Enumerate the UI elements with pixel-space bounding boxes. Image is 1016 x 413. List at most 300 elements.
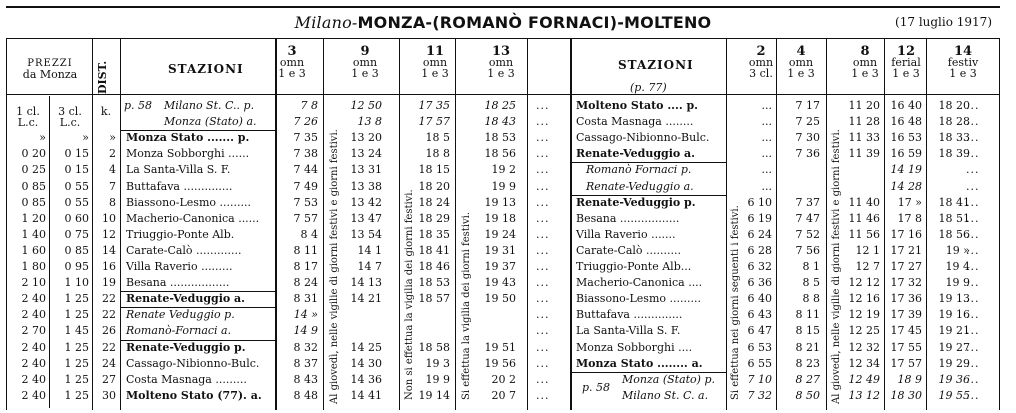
train-12-cls: 1 e 3 (892, 67, 920, 80)
left-distance: 24 (102, 356, 116, 370)
right-filler-dots: ... (966, 292, 980, 306)
left-time-3: 7 26 (293, 115, 318, 129)
left-time-3: 8 43 (293, 372, 318, 386)
train-11-cls: 1 e 3 (421, 67, 449, 80)
right-filler-dots: ... (966, 195, 980, 209)
right-time-2: ... (761, 99, 772, 112)
left-price-1cl: 0 85 (21, 179, 46, 193)
right-time-4: 7 52 (795, 227, 820, 241)
class3-sub: L.c. (59, 116, 81, 129)
right-time-12: 17 36 (890, 292, 922, 306)
train-3-header (277, 46, 307, 79)
note-train-11: Non si effettua la vigilia dei giorni festivi. (404, 189, 415, 400)
train-9-cls: 1 e 3 (351, 67, 379, 80)
train-8-kind: omn (852, 56, 878, 69)
right-station-name: La Santa-Villa S. F. (576, 324, 681, 338)
left-time-11: 18 58 (418, 340, 450, 354)
train-8-header (846, 46, 884, 79)
right-time-2: 6 32 (747, 260, 772, 273)
left-time-13: 19 2 (491, 163, 516, 177)
right-time-8: 11 28 (848, 115, 880, 129)
train-4-cls: 1 e 3 (787, 67, 815, 80)
right-filler-dots: ... (966, 260, 980, 273)
train-11-kind: omn (422, 56, 448, 69)
right-time-12: 17 39 (890, 308, 922, 322)
right-time-12: 18 30 (890, 388, 922, 402)
train-8-num: 8 (860, 44, 870, 59)
right-time-12: 18 9 (897, 372, 922, 386)
left-time-3: 14 9 (293, 324, 318, 338)
train-9-kind: omn (352, 56, 378, 69)
right-time-14: 19 13 (938, 292, 970, 306)
left-price-1cl: 1 60 (21, 243, 46, 257)
right-time-8: 12 12 (848, 276, 880, 290)
left-time-3: 8 31 (293, 292, 318, 306)
left-station-name: Triuggio-Ponte Alb. (126, 227, 235, 241)
left-time-9: 13 42 (350, 195, 382, 209)
left-time-11: 18 8 (425, 147, 450, 161)
right-time-12: 16 48 (890, 115, 922, 129)
train-2-num: 2 (756, 44, 766, 59)
right-time-12: 16 59 (890, 147, 922, 161)
right-station-name: Cassago-Nibionno-Bulc. (576, 131, 710, 145)
train-8-cls: 1 e 3 (851, 67, 879, 80)
train-4-header (778, 46, 824, 79)
left-station-name: Macherio-Canonica ...... (126, 211, 260, 225)
train-2-cls: 3 cl. (749, 67, 773, 80)
right-time-4: 7 56 (795, 243, 820, 257)
left-time-3: 7 49 (293, 179, 318, 193)
train-14-num: 14 (953, 44, 973, 59)
right-ref: (p. 77) (630, 81, 667, 94)
right-time-12: 17 32 (890, 276, 922, 290)
right-station-name: Milano St. C. a. (622, 388, 709, 402)
left-station-name: Villa Raverio ......... (126, 260, 233, 273)
left-filler-dots: ... (536, 227, 550, 241)
left-time-13: 19 24 (484, 227, 516, 241)
train-14-kind: festiv (947, 56, 979, 69)
left-price-3cl: 0 15 (64, 147, 89, 161)
left-filler-dots: ... (536, 243, 550, 257)
left-filler-dots: ... (536, 356, 550, 370)
right-time-14: 18 39 (938, 147, 970, 161)
left-time-9: 14 13 (350, 276, 382, 290)
left-price-1cl: 2 40 (21, 340, 46, 354)
right-time-8: 11 56 (848, 227, 880, 241)
left-price-3cl: 0 85 (64, 243, 89, 257)
left-time-9: 13 8 (357, 115, 382, 129)
right-time-2: 6 40 (747, 292, 772, 306)
train-4-num: 4 (796, 44, 806, 59)
left-price-3cl: » (82, 131, 89, 145)
right-station-name: Triuggio-Ponte Alb... (576, 260, 692, 273)
right-time-4: 8 1 (802, 260, 820, 273)
left-time-9: 14 36 (350, 372, 382, 386)
right-time-8: 12 1 (855, 243, 880, 257)
right-time-2: 6 28 (747, 243, 772, 257)
left-time-3: 7 35 (293, 131, 318, 145)
right-row-rule (572, 372, 726, 373)
left-time-13: 19 9 (491, 179, 516, 193)
left-filler-dots: ... (536, 211, 550, 225)
right-time-4: 7 37 (795, 195, 820, 209)
right-time-12: 17 21 (890, 243, 922, 257)
left-filler-dots: ... (536, 276, 550, 290)
left-time-13: 19 31 (484, 243, 516, 257)
left-station-name: Carate-Calò ............. (126, 243, 242, 257)
left-time-11: 18 41 (418, 243, 450, 257)
class3-label: 3 cl. (58, 105, 82, 118)
right-time-14: 19 21 (938, 324, 970, 338)
right-time-12: 16 40 (890, 99, 922, 112)
right-time-14: 19 29 (938, 356, 970, 370)
left-filler-dots: ... (536, 99, 550, 112)
right-station-name: Buttafava .............. (576, 308, 683, 322)
note-train-2: Si effettua nei giorni seguenti i festivi. (730, 205, 741, 400)
right-time-12: 16 53 (890, 131, 922, 145)
right-time-14: 18 56 (938, 227, 970, 241)
right-station-name: Romanò Fornaci p. (586, 163, 692, 177)
right-time-14: 19 » (945, 243, 970, 257)
left-time-3: 8 48 (293, 388, 318, 402)
train-14-header (928, 46, 998, 79)
right-time-8: 11 40 (848, 195, 880, 209)
left-station-name: Monza Sobborghi ...... (126, 147, 250, 161)
train-13-num: 13 (491, 44, 511, 59)
right-filler-dots: ... (966, 324, 980, 338)
right-time-8: 12 16 (848, 292, 880, 306)
left-time-13: 19 50 (484, 292, 516, 306)
left-distance: 10 (102, 211, 116, 225)
left-time-13: 19 56 (484, 356, 516, 370)
left-time-3: 8 17 (293, 260, 318, 273)
left-row-rule (120, 340, 275, 341)
right-time-14: 18 41 (938, 195, 970, 209)
train-12-kind: ferial (891, 56, 921, 69)
dist-header: DIST. (96, 60, 109, 94)
left-time-13: 19 37 (484, 260, 516, 273)
right-filler-dots: ... (966, 340, 980, 354)
left-filler-dots: ... (536, 372, 550, 386)
right-time-4: 8 50 (795, 388, 820, 402)
left-filler-dots: ... (536, 131, 550, 145)
right-filler-dots: ... (966, 99, 980, 112)
right-time-4: 7 25 (795, 115, 820, 129)
left-distance: 2 (109, 147, 116, 161)
left-station-name: Romanò-Fornaci a. (126, 324, 232, 338)
train-3-cls: 1 e 3 (278, 67, 306, 80)
right-station-name: Monza Sobborghi .... (576, 340, 693, 354)
left-time-11: 18 20 (418, 179, 450, 193)
left-station-name: Buttafava .............. (126, 179, 233, 193)
left-price-1cl: 2 40 (21, 372, 46, 386)
left-time-11: 18 46 (418, 260, 450, 273)
left-time-11: 18 53 (418, 276, 450, 290)
left-distance: 16 (102, 260, 116, 273)
left-time-13: 19 43 (484, 276, 516, 290)
left-price-1cl: 1 20 (21, 211, 46, 225)
right-time-12: 17 55 (890, 340, 922, 354)
train-13-header (476, 46, 526, 79)
left-time-13: 20 2 (491, 372, 516, 386)
note-train-13: Si effettua la vigilia dei giorni festivi. (461, 211, 472, 400)
right-time-14: 18 20 (938, 99, 970, 112)
left-time-13: 18 53 (484, 131, 516, 145)
right-filler-dots: ... (966, 147, 980, 161)
train-11-header (416, 46, 454, 79)
left-price-1cl: » (39, 131, 46, 145)
right-time-8: 12 19 (848, 308, 880, 322)
left-filler-dots: ... (536, 195, 550, 209)
left-time-9: 13 24 (350, 147, 382, 161)
left-station-name: Milano St. C.. p. (164, 99, 255, 112)
right-station-name: Costa Masnaga ........ (576, 115, 694, 129)
left-time-11: 17 57 (418, 115, 450, 129)
right-time-2: ... (761, 147, 772, 161)
stations-header-left: STAZIONI (168, 62, 244, 76)
right-station-name: Carate-Calò .......... (576, 243, 682, 257)
right-time-4: 7 47 (795, 211, 820, 225)
right-time-8: 12 7 (855, 260, 880, 273)
left-distance: 4 (109, 163, 116, 177)
left-price-1cl: 0 20 (21, 147, 46, 161)
right-station-name: Macherio-Canonica .... (576, 276, 703, 290)
left-price-3cl: 0 55 (64, 195, 89, 209)
train-14-cls: 1 e 3 (949, 67, 977, 80)
left-station-name: Costa Masnaga ......... (126, 372, 247, 386)
right-filler-dots: ... (966, 308, 980, 322)
right-time-4: 7 17 (795, 99, 820, 112)
right-filler-dots: ... (966, 211, 980, 225)
left-price-1cl: 2 10 (21, 276, 46, 290)
class1-label: 1 cl. (16, 105, 40, 118)
left-time-13: 18 56 (484, 147, 516, 161)
stations-header-right: STAZIONI (618, 58, 694, 72)
left-time-3: 8 4 (300, 227, 318, 241)
train-12-num: 12 (896, 44, 916, 59)
km-header: k. (100, 105, 112, 118)
right-time-12: 17 57 (890, 356, 922, 370)
left-time-9: 14 7 (357, 260, 382, 273)
left-distance: 14 (102, 243, 116, 257)
left-price-1cl: 2 40 (21, 388, 46, 402)
left-station-name: Renate Veduggio p. (126, 308, 235, 322)
right-time-8: 11 39 (848, 147, 880, 161)
train-3-kind: omn (279, 56, 305, 69)
left-row-rule (120, 291, 275, 292)
left-distance: 26 (102, 324, 116, 338)
left-price-3cl: 1 25 (64, 356, 89, 370)
right-p58: p. 58 (582, 381, 611, 394)
right-time-4: 8 21 (795, 340, 820, 354)
left-time-11: 18 15 (418, 163, 450, 177)
right-station-name: Renate-Veduggio a. (586, 179, 694, 193)
right-filler-dots: ... (966, 388, 980, 402)
right-time-2: 7 32 (747, 388, 772, 402)
right-time-14: 19 27 (938, 340, 970, 354)
left-distance: » (109, 131, 116, 145)
left-price-3cl: 1 25 (64, 388, 89, 402)
right-time-4: 7 36 (795, 147, 820, 161)
train-2-kind: omn (748, 56, 774, 69)
left-price-3cl: 1 25 (64, 308, 89, 322)
note-train-9: Al giovedì, nelle vigilie di giorni festivi e giorni festivi. (329, 129, 340, 404)
left-station-name: Renate-Veduggio p. (126, 340, 246, 354)
left-time-3: 7 8 (300, 99, 318, 112)
right-time-12: 17 27 (890, 260, 922, 273)
left-time-9: 14 21 (350, 292, 382, 306)
train-12-header (886, 46, 926, 79)
train-9-num: 9 (360, 44, 370, 59)
right-time-12: 14 19 (890, 163, 922, 177)
right-time-2: 7 10 (747, 372, 772, 386)
left-time-9: 14 41 (350, 388, 382, 402)
price-header-line1: PREZZI (27, 58, 73, 69)
left-price-3cl: 0 95 (64, 260, 89, 273)
left-time-13: 18 25 (484, 99, 516, 112)
left-station-name: Renate-Veduggio a. (126, 292, 246, 306)
right-filler-dots: ... (966, 276, 980, 290)
left-time-3: 8 32 (293, 340, 318, 354)
right-station-name: Besana ................. (576, 211, 680, 225)
right-filler-dots: ... (966, 115, 980, 129)
left-filler-dots: ... (536, 324, 550, 338)
right-time-2: ... (761, 179, 772, 193)
left-price-1cl: 2 40 (21, 356, 46, 370)
class1-sub: L.c. (17, 116, 39, 129)
left-filler-dots: ... (536, 388, 550, 402)
right-time-14: 18 51 (938, 211, 970, 225)
left-time-9: 13 54 (350, 227, 382, 241)
left-time-13: 19 13 (484, 195, 516, 209)
left-time-9: 12 50 (350, 99, 382, 112)
right-time-4: 8 15 (795, 324, 820, 338)
left-price-1cl: 0 25 (21, 163, 46, 177)
right-time-2: ... (761, 115, 772, 129)
right-time-2: ... (761, 131, 772, 145)
left-time-11: 19 14 (418, 388, 450, 402)
right-filler-dots: ... (966, 179, 980, 193)
right-time-8: 11 46 (848, 211, 880, 225)
right-time-14: 19 36 (938, 372, 970, 386)
left-time-9: 13 38 (350, 179, 382, 193)
left-distance: 22 (102, 308, 116, 322)
right-time-8: 12 34 (848, 356, 880, 370)
left-price-1cl: 1 80 (21, 260, 46, 273)
left-time-11: 18 5 (425, 131, 450, 145)
right-time-2: 6 53 (747, 340, 772, 354)
right-time-12: 17 45 (890, 324, 922, 338)
left-price-3cl: 1 10 (64, 276, 89, 290)
left-station-name: Monza Stato ....... p. (126, 131, 250, 145)
left-filler-dots: ... (536, 340, 550, 354)
left-filler-dots: ... (536, 115, 550, 129)
left-filler-dots: ... (536, 147, 550, 161)
right-time-4: 8 27 (795, 372, 820, 386)
right-time-2: 6 19 (747, 211, 772, 225)
train-3-num: 3 (287, 44, 297, 59)
right-time-4: 8 8 (802, 292, 820, 306)
right-time-4: 8 5 (802, 276, 820, 290)
train-4-kind: omn (788, 56, 814, 69)
left-time-11: 19 3 (425, 356, 450, 370)
route-city: Milano- (294, 13, 358, 32)
left-filler-dots: ... (536, 260, 550, 273)
left-time-11: 18 35 (418, 227, 450, 241)
left-station-name: Cassago-Nibionno-Bulc. (126, 356, 260, 370)
right-station-name: Monza Stato ........ a. (576, 356, 703, 370)
left-price-1cl: 1 40 (21, 227, 46, 241)
left-distance: 12 (102, 227, 116, 241)
left-price-3cl: 0 75 (64, 227, 89, 241)
left-distance: 30 (102, 388, 116, 402)
left-station-name: Besana ................. (126, 276, 230, 290)
right-time-8: 12 32 (848, 340, 880, 354)
right-time-12: 17 16 (890, 227, 922, 241)
left-row-rule (120, 130, 275, 131)
class1-header (8, 106, 48, 128)
right-time-12: 17 8 (897, 211, 922, 225)
left-time-13: 20 7 (491, 388, 516, 402)
left-price-3cl: 0 55 (64, 179, 89, 193)
right-time-4: 8 23 (795, 356, 820, 370)
left-price-3cl: 0 60 (64, 211, 89, 225)
left-time-9: 13 20 (350, 131, 382, 145)
right-time-14: 19 9 (945, 276, 970, 290)
left-time-11: 17 35 (418, 99, 450, 112)
right-time-2: 6 47 (747, 324, 772, 338)
left-time-3: 7 57 (293, 211, 318, 225)
train-2-header (746, 46, 776, 79)
left-station-name: Biassono-Lesmo ......... (126, 195, 251, 209)
class3-header (50, 106, 90, 128)
left-price-1cl: 2 40 (21, 308, 46, 322)
left-time-13: 19 18 (484, 211, 516, 225)
left-distance: 7 (109, 179, 116, 193)
right-station-name: Renate-Veduggio p. (576, 195, 696, 209)
left-time-11: 18 57 (418, 292, 450, 306)
left-station-name: Monza (Stato) a. (164, 115, 257, 129)
left-time-3: 7 38 (293, 147, 318, 161)
timetable-grid (6, 38, 1000, 410)
note-train-8: Al giovedì, nelle vigilie di giorni festivi e giorni festivi. (831, 129, 842, 404)
right-time-14: 18 33 (938, 131, 970, 145)
right-time-2: 6 10 (747, 195, 772, 209)
right-time-2: 6 55 (747, 356, 772, 370)
right-station-name: Monza (Stato) p. (622, 372, 715, 386)
left-time-9: 14 25 (350, 340, 382, 354)
right-time-8: 12 49 (848, 372, 880, 386)
right-station-name: Biassono-Lesmo ......... (576, 292, 701, 306)
left-distance: 22 (102, 340, 116, 354)
left-price-3cl: 0 15 (64, 163, 89, 177)
left-time-3: 8 24 (293, 276, 318, 290)
route-name: MONZA-(ROMANÒ FORNACI)-MOLTENO (357, 13, 712, 32)
left-distance: 19 (102, 276, 116, 290)
left-time-13: 19 51 (484, 340, 516, 354)
right-row-rule (572, 195, 726, 196)
right-filler-dots: ... (966, 372, 980, 386)
left-p58: p. 58 (124, 99, 153, 112)
left-station-name: Molteno Stato (77). a. (126, 388, 262, 402)
left-distance: 22 (102, 292, 116, 306)
left-filler-dots: ... (536, 179, 550, 193)
right-time-14: 18 28 (938, 115, 970, 129)
route-title (6, 13, 1000, 32)
right-time-2: ... (761, 163, 772, 177)
train-11-num: 11 (425, 44, 445, 59)
train-9-header (343, 46, 387, 79)
